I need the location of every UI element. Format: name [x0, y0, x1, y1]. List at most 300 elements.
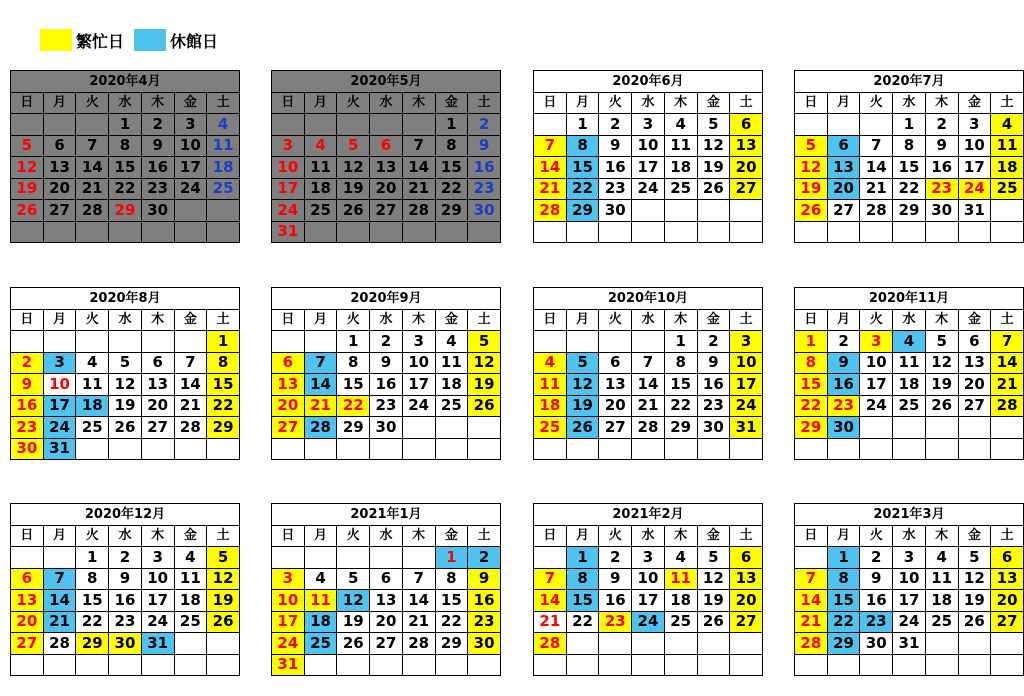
- day-cell: 17: [272, 611, 305, 633]
- day-cell: 7: [402, 568, 435, 590]
- empty-cell: [76, 221, 109, 243]
- day-cell: 27: [141, 417, 174, 439]
- empty-cell: [566, 654, 599, 676]
- day-cell: 9: [860, 568, 893, 590]
- day-cell: 23: [599, 178, 632, 200]
- empty-cell: [534, 438, 567, 460]
- day-cell: 21: [174, 395, 207, 417]
- day-cell: 17: [272, 178, 305, 200]
- empty-cell: [304, 221, 337, 243]
- weekday-header: 木: [402, 525, 435, 547]
- empty-cell: [893, 654, 926, 676]
- empty-cell: [860, 438, 893, 460]
- day-cell: 16: [697, 374, 730, 396]
- empty-cell: [76, 438, 109, 460]
- day-cell: 18: [435, 374, 468, 396]
- empty-cell: [402, 438, 435, 460]
- day-cell: 3: [402, 331, 435, 353]
- day-cell: 5: [925, 331, 958, 353]
- day-cell: 28: [304, 417, 337, 439]
- day-cell: 23: [925, 178, 958, 200]
- day-cell: 14: [43, 590, 76, 612]
- day-cell: 3: [43, 352, 76, 374]
- empty-cell: [370, 547, 403, 569]
- day-cell: 23: [860, 611, 893, 633]
- day-cell: 16: [109, 590, 142, 612]
- day-cell: 3: [272, 135, 305, 157]
- day-cell: 9: [468, 135, 501, 157]
- day-cell: 20: [272, 395, 305, 417]
- empty-cell: [174, 438, 207, 460]
- weekday-header: 日: [272, 309, 305, 331]
- month-calendar: [271, 503, 501, 676]
- day-cell: 19: [697, 590, 730, 612]
- day-cell: 17: [402, 374, 435, 396]
- day-cell: 16: [599, 590, 632, 612]
- day-cell: 7: [632, 352, 665, 374]
- day-cell: 2: [468, 114, 501, 136]
- day-cell: 22: [795, 395, 828, 417]
- day-cell: 24: [272, 633, 305, 655]
- day-cell: 15: [207, 374, 240, 396]
- day-cell: 24: [730, 395, 763, 417]
- day-cell: 27: [272, 417, 305, 439]
- day-cell: 29: [207, 417, 240, 439]
- day-cell: 20: [370, 611, 403, 633]
- empty-cell: [76, 331, 109, 353]
- day-cell: 19: [566, 395, 599, 417]
- weekday-header: 火: [599, 309, 632, 331]
- day-cell: 27: [43, 200, 76, 222]
- day-cell: 7: [174, 352, 207, 374]
- day-cell: 20: [11, 611, 44, 633]
- weekday-header: 日: [795, 92, 828, 114]
- empty-cell: [435, 438, 468, 460]
- day-cell: 5: [337, 568, 370, 590]
- day-cell: 25: [435, 395, 468, 417]
- weekday-header: 日: [795, 525, 828, 547]
- day-cell: 9: [109, 568, 142, 590]
- day-cell: 2: [599, 114, 632, 136]
- empty-cell: [468, 417, 501, 439]
- empty-cell: [272, 547, 305, 569]
- day-cell: 5: [109, 352, 142, 374]
- empty-cell: [730, 200, 763, 222]
- day-cell: 16: [925, 157, 958, 179]
- empty-cell: [599, 654, 632, 676]
- day-cell: 19: [11, 178, 44, 200]
- weekday-header: 日: [11, 309, 44, 331]
- day-cell: 29: [827, 633, 860, 655]
- empty-cell: [958, 633, 991, 655]
- day-cell: 2: [697, 331, 730, 353]
- day-cell: 9: [141, 135, 174, 157]
- weekday-header: 金: [697, 92, 730, 114]
- weekday-header: 金: [174, 525, 207, 547]
- day-cell: 25: [893, 395, 926, 417]
- weekday-header: 火: [337, 525, 370, 547]
- day-cell: 8: [827, 568, 860, 590]
- day-cell: 8: [664, 352, 697, 374]
- weekday-header: 日: [534, 92, 567, 114]
- empty-cell: [991, 438, 1024, 460]
- weekday-header: 月: [304, 92, 337, 114]
- day-cell: 27: [991, 611, 1024, 633]
- weekday-header: 金: [174, 92, 207, 114]
- day-cell: 2: [11, 352, 44, 374]
- day-cell: 16: [11, 395, 44, 417]
- month-title: 2020年5月: [272, 71, 501, 93]
- day-cell: 25: [174, 611, 207, 633]
- day-cell: 31: [272, 654, 305, 676]
- weekday-header: 土: [991, 309, 1024, 331]
- day-cell: 25: [304, 200, 337, 222]
- day-cell: 14: [304, 374, 337, 396]
- day-cell: 30: [141, 200, 174, 222]
- day-cell: 16: [468, 157, 501, 179]
- weekday-header: 火: [337, 309, 370, 331]
- empty-cell: [11, 547, 44, 569]
- day-cell: 22: [435, 611, 468, 633]
- weekday-header: 土: [468, 525, 501, 547]
- day-cell: 24: [632, 178, 665, 200]
- day-cell: 5: [207, 547, 240, 569]
- day-cell: 27: [958, 395, 991, 417]
- day-cell: 2: [860, 547, 893, 569]
- day-cell: 11: [76, 374, 109, 396]
- empty-cell: [632, 633, 665, 655]
- day-cell: 1: [109, 114, 142, 136]
- day-cell: 20: [730, 157, 763, 179]
- weekday-header: 水: [632, 525, 665, 547]
- empty-cell: [534, 221, 567, 243]
- day-cell: 8: [566, 135, 599, 157]
- day-cell: 14: [76, 157, 109, 179]
- empty-cell: [925, 438, 958, 460]
- day-cell: 21: [860, 178, 893, 200]
- weekday-header: 月: [827, 309, 860, 331]
- day-cell: 11: [893, 352, 926, 374]
- weekday-header: 土: [730, 92, 763, 114]
- day-cell: 26: [958, 611, 991, 633]
- day-cell: 20: [730, 590, 763, 612]
- day-cell: 1: [337, 331, 370, 353]
- weekday-header: 金: [958, 92, 991, 114]
- day-cell: 18: [534, 395, 567, 417]
- empty-cell: [174, 654, 207, 676]
- day-cell: 5: [337, 135, 370, 157]
- empty-cell: [991, 633, 1024, 655]
- empty-cell: [11, 114, 44, 136]
- empty-cell: [664, 654, 697, 676]
- empty-cell: [272, 114, 305, 136]
- day-cell: 21: [402, 178, 435, 200]
- weekday-header: 水: [370, 525, 403, 547]
- day-cell: 4: [76, 352, 109, 374]
- day-cell: 1: [76, 547, 109, 569]
- empty-cell: [534, 547, 567, 569]
- day-cell: 3: [141, 547, 174, 569]
- day-cell: 24: [174, 178, 207, 200]
- day-cell: 18: [664, 590, 697, 612]
- empty-cell: [207, 200, 240, 222]
- empty-cell: [991, 221, 1024, 243]
- day-cell: 1: [566, 114, 599, 136]
- empty-cell: [534, 114, 567, 136]
- day-cell: 14: [860, 157, 893, 179]
- empty-cell: [337, 221, 370, 243]
- weekday-header: 土: [468, 309, 501, 331]
- day-cell: 24: [860, 395, 893, 417]
- day-cell: 11: [925, 568, 958, 590]
- day-cell: 15: [435, 157, 468, 179]
- day-cell: 21: [534, 611, 567, 633]
- weekday-header: 月: [304, 525, 337, 547]
- day-cell: 23: [109, 611, 142, 633]
- empty-cell: [141, 221, 174, 243]
- day-cell: 31: [958, 200, 991, 222]
- empty-cell: [566, 633, 599, 655]
- day-cell: 14: [534, 157, 567, 179]
- weekday-header: 火: [76, 309, 109, 331]
- weekday-header: 月: [43, 92, 76, 114]
- day-cell: 31: [141, 633, 174, 655]
- day-cell: 28: [402, 633, 435, 655]
- day-cell: 23: [11, 417, 44, 439]
- day-cell: 31: [730, 417, 763, 439]
- day-cell: 20: [370, 178, 403, 200]
- day-cell: 19: [337, 178, 370, 200]
- day-cell: 3: [632, 114, 665, 136]
- weekday-header: 木: [664, 309, 697, 331]
- day-cell: 2: [599, 547, 632, 569]
- day-cell: 15: [76, 590, 109, 612]
- empty-cell: [566, 221, 599, 243]
- day-cell: 20: [958, 374, 991, 396]
- day-cell: 12: [566, 374, 599, 396]
- weekday-header: 水: [632, 92, 665, 114]
- day-cell: 25: [664, 178, 697, 200]
- day-cell: 27: [730, 611, 763, 633]
- day-cell: 6: [730, 547, 763, 569]
- day-cell: 23: [697, 395, 730, 417]
- day-cell: 16: [468, 590, 501, 612]
- day-cell: 3: [893, 547, 926, 569]
- empty-cell: [664, 633, 697, 655]
- day-cell: 4: [207, 114, 240, 136]
- day-cell: 12: [337, 590, 370, 612]
- day-cell: 6: [11, 568, 44, 590]
- day-cell: 11: [534, 374, 567, 396]
- empty-cell: [632, 438, 665, 460]
- weekday-header: 木: [402, 92, 435, 114]
- empty-cell: [370, 654, 403, 676]
- day-cell: 8: [76, 568, 109, 590]
- empty-cell: [664, 221, 697, 243]
- day-cell: 9: [599, 568, 632, 590]
- empty-cell: [730, 438, 763, 460]
- day-cell: 26: [109, 417, 142, 439]
- weekday-header: 土: [730, 309, 763, 331]
- weekday-header: 火: [337, 92, 370, 114]
- day-cell: 17: [632, 157, 665, 179]
- day-cell: 1: [207, 331, 240, 353]
- weekday-header: 土: [207, 525, 240, 547]
- day-cell: 1: [664, 331, 697, 353]
- empty-cell: [207, 221, 240, 243]
- weekday-header: 月: [566, 525, 599, 547]
- day-cell: 26: [337, 200, 370, 222]
- day-cell: 22: [337, 395, 370, 417]
- day-cell: 15: [109, 157, 142, 179]
- day-cell: 21: [795, 611, 828, 633]
- day-cell: 6: [991, 547, 1024, 569]
- day-cell: 24: [43, 417, 76, 439]
- day-cell: 18: [893, 374, 926, 396]
- day-cell: 8: [795, 352, 828, 374]
- day-cell: 22: [664, 395, 697, 417]
- weekday-header: 水: [893, 92, 926, 114]
- day-cell: 1: [566, 547, 599, 569]
- month-calendar: [10, 70, 240, 243]
- day-cell: 30: [827, 417, 860, 439]
- day-cell: 2: [925, 114, 958, 136]
- day-cell: 26: [337, 633, 370, 655]
- day-cell: 24: [958, 178, 991, 200]
- weekday-header: 月: [43, 525, 76, 547]
- day-cell: 12: [207, 568, 240, 590]
- day-cell: 19: [925, 374, 958, 396]
- empty-cell: [925, 221, 958, 243]
- empty-cell: [174, 221, 207, 243]
- empty-cell: [566, 331, 599, 353]
- day-cell: 12: [925, 352, 958, 374]
- weekday-header: 日: [534, 309, 567, 331]
- day-cell: 4: [925, 547, 958, 569]
- day-cell: 17: [632, 590, 665, 612]
- day-cell: 20: [599, 395, 632, 417]
- day-cell: 3: [632, 547, 665, 569]
- day-cell: 29: [337, 417, 370, 439]
- weekday-header: 木: [664, 92, 697, 114]
- month-title: 2021年3月: [795, 504, 1024, 526]
- day-cell: 11: [991, 135, 1024, 157]
- day-cell: 18: [304, 178, 337, 200]
- day-cell: 3: [174, 114, 207, 136]
- weekday-header: 水: [109, 309, 142, 331]
- day-cell: 31: [893, 633, 926, 655]
- weekday-header: 火: [599, 525, 632, 547]
- day-cell: 23: [468, 611, 501, 633]
- empty-cell: [337, 114, 370, 136]
- day-cell: 6: [272, 352, 305, 374]
- empty-cell: [370, 114, 403, 136]
- busy-swatch: [40, 29, 72, 51]
- day-cell: 22: [893, 178, 926, 200]
- day-cell: 7: [43, 568, 76, 590]
- empty-cell: [534, 654, 567, 676]
- weekday-header: 火: [76, 92, 109, 114]
- day-cell: 24: [141, 611, 174, 633]
- weekday-header: 金: [435, 92, 468, 114]
- empty-cell: [827, 221, 860, 243]
- month-calendar: [794, 70, 1024, 243]
- day-cell: 6: [827, 135, 860, 157]
- day-cell: 14: [632, 374, 665, 396]
- empty-cell: [534, 331, 567, 353]
- day-cell: 5: [958, 547, 991, 569]
- empty-cell: [599, 633, 632, 655]
- day-cell: 8: [109, 135, 142, 157]
- busy-legend-label: 繁忙日: [76, 31, 125, 51]
- day-cell: 20: [141, 395, 174, 417]
- day-cell: 29: [435, 200, 468, 222]
- day-cell: 8: [435, 135, 468, 157]
- empty-cell: [468, 438, 501, 460]
- empty-cell: [893, 438, 926, 460]
- day-cell: 8: [207, 352, 240, 374]
- day-cell: 20: [43, 178, 76, 200]
- day-cell: 19: [109, 395, 142, 417]
- day-cell: 16: [599, 157, 632, 179]
- day-cell: 5: [697, 547, 730, 569]
- day-cell: 2: [827, 331, 860, 353]
- day-cell: 11: [664, 135, 697, 157]
- weekday-header: 水: [632, 309, 665, 331]
- day-cell: 22: [566, 611, 599, 633]
- empty-cell: [730, 633, 763, 655]
- day-cell: 4: [664, 547, 697, 569]
- day-cell: 1: [893, 114, 926, 136]
- empty-cell: [730, 654, 763, 676]
- day-cell: 17: [141, 590, 174, 612]
- month-calendar: [794, 287, 1024, 460]
- empty-cell: [337, 654, 370, 676]
- day-cell: 10: [632, 568, 665, 590]
- empty-cell: [272, 438, 305, 460]
- empty-cell: [11, 331, 44, 353]
- month-calendar: [533, 70, 763, 243]
- day-cell: 1: [795, 331, 828, 353]
- month-title: 2020年11月: [795, 288, 1024, 310]
- day-cell: 14: [402, 590, 435, 612]
- weekday-header: 日: [11, 92, 44, 114]
- day-cell: 4: [174, 547, 207, 569]
- empty-cell: [435, 654, 468, 676]
- day-cell: 12: [337, 157, 370, 179]
- day-cell: 17: [730, 374, 763, 396]
- day-cell: 31: [272, 221, 305, 243]
- empty-cell: [991, 654, 1024, 676]
- empty-cell: [109, 654, 142, 676]
- day-cell: 22: [109, 178, 142, 200]
- day-cell: 4: [304, 135, 337, 157]
- empty-cell: [43, 221, 76, 243]
- empty-cell: [207, 438, 240, 460]
- day-cell: 28: [534, 200, 567, 222]
- empty-cell: [795, 114, 828, 136]
- day-cell: 10: [893, 568, 926, 590]
- day-cell: 23: [141, 178, 174, 200]
- empty-cell: [860, 221, 893, 243]
- day-cell: 1: [827, 547, 860, 569]
- day-cell: 7: [534, 568, 567, 590]
- day-cell: 10: [43, 374, 76, 396]
- month-calendar: [533, 503, 763, 676]
- day-cell: 15: [337, 374, 370, 396]
- month-title: 2021年1月: [272, 504, 501, 526]
- weekday-header: 火: [860, 92, 893, 114]
